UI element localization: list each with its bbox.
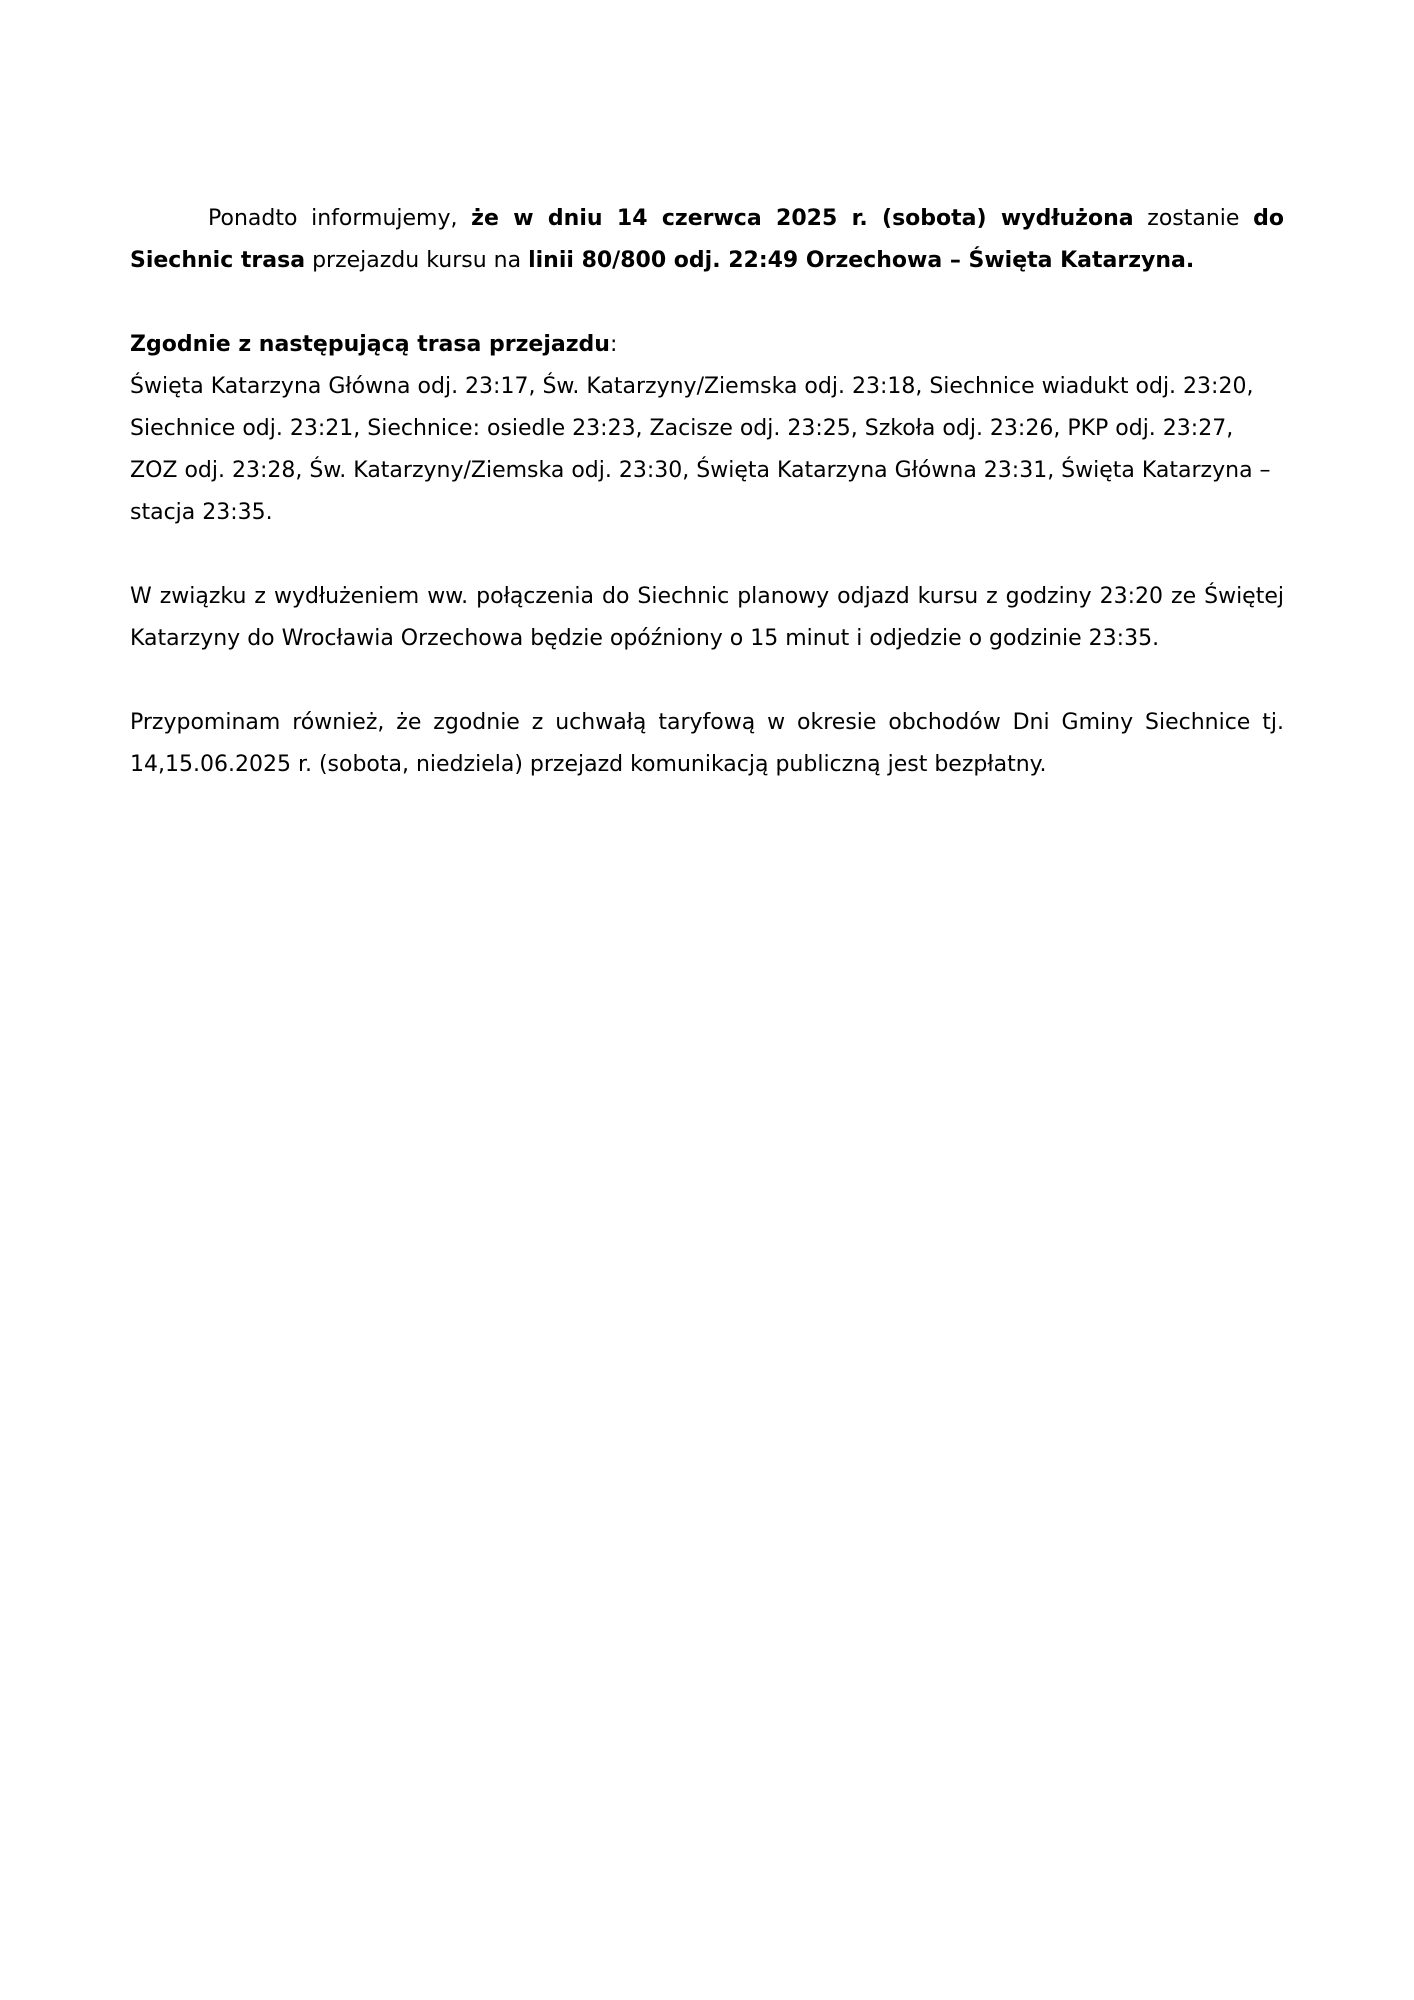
route-heading-colon: : — [609, 332, 618, 357]
intro-bold-destination: do Siechnic trasa — [130, 206, 1285, 273]
intro-text-2: zostanie — [1133, 206, 1254, 231]
route-stops: Święta Katarzyna Główna odj. 23:17, Św. Katarzyny/Ziemska odj. 23:18, Siechnice wiadukt odj. 23:20, Siechnice odj. 23:21, Siechnice: osiedle 23:23, Zacisze odj. 23:25, Szkoła odj. 23:26, PKP odj. 23:27, ZOZ odj. 23:28, Św. Katarzyny/Ziemska odj. 23:30, Święta Katarzyna Główna 23:31, Święta Katarzyna – stacja 23:35. — [130, 374, 1271, 525]
route-heading-text: Zgodnie z następującą trasa przejazdu — [130, 332, 610, 357]
document-body — [130, 198, 1284, 828]
intro-text-3: przejazdu kursu na — [305, 248, 529, 273]
free-travel-paragraph: Przypominam również, że zgodnie z uchwałą taryfową w okresie obchodów Dni Gminy Siechnice tj. 14,15.06.2025 r. (sobota, niedziela) przejazd komunikacją publiczną jest bezpłatny. — [130, 710, 1284, 777]
intro-bold-date: że w dniu 14 czerwca 2025 r. (sobota) wydłużona — [471, 206, 1134, 231]
intro-paragraph — [130, 198, 1284, 282]
intro-text-1: Ponadto informujemy, — [208, 206, 472, 231]
route-section — [130, 324, 1284, 534]
route-heading — [130, 324, 1284, 366]
intro-bold-line: linii 80/800 odj. 22:49 Orzechowa – Święta Katarzyna. — [528, 248, 1195, 273]
delay-paragraph: W związku z wydłużeniem ww. połączenia do Siechnic planowy odjazd kursu z godziny 23:20 ze Świętej Katarzyny do Wrocławia Orzechowa będzie opóźniony o 15 minut i odjedzie o godzinie 23:35. — [130, 584, 1284, 651]
